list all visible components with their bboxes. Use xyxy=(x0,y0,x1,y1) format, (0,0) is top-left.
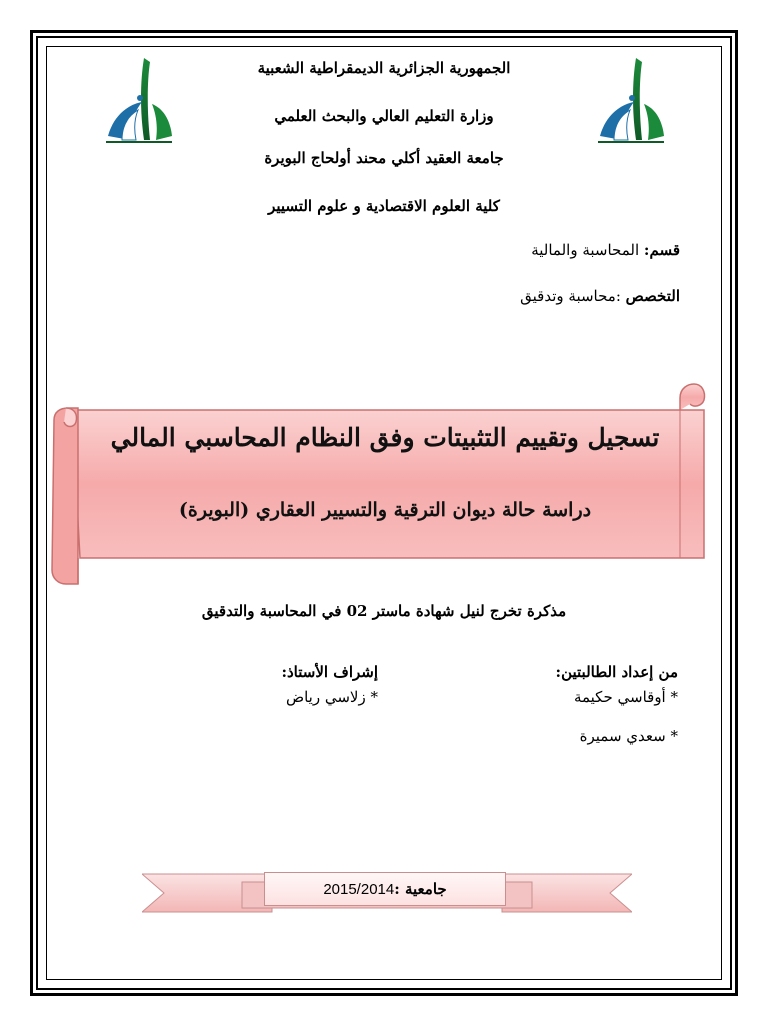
republic-name: الجمهورية الجزائرية الديمقراطية الشعبية xyxy=(257,59,511,77)
department-label: قسم: xyxy=(643,241,680,259)
students-block xyxy=(418,662,678,746)
faculty-name: كلية العلوم الاقتصادية و علوم التسيير xyxy=(268,197,500,215)
department-value: المحاسبة والمالية xyxy=(531,241,644,259)
academic-year-label: جامعية : xyxy=(394,880,447,898)
specialty-label: التخصص xyxy=(625,287,680,305)
academic-year-box xyxy=(264,872,506,906)
department-line xyxy=(531,240,680,260)
memo-description: مذكرة تخرج لنيل شهادة ماستر 02 في المحاسبة والتدقيق xyxy=(201,602,567,620)
students-heading: من إعداد الطالبتين: xyxy=(555,663,678,681)
specialty-line xyxy=(520,286,680,306)
supervisor-name: * زلاسي رياض xyxy=(285,688,378,706)
thesis-subtitle: دراسة حالة ديوان الترقية والتسيير العقاري (البويرة) xyxy=(178,499,592,521)
specialty-value: :محاسبة وتدقيق xyxy=(520,287,626,305)
ministry-name: وزارة التعليم العالي والبحث العلمي xyxy=(274,107,494,125)
title-scroll-banner xyxy=(48,380,708,592)
thesis-title: تسجيل وتقييم التثبيتات وفق النظام المحاسبي المالي xyxy=(110,423,660,452)
supervisor-block xyxy=(118,662,378,707)
supervisor-heading: إشراف الأستاذ: xyxy=(281,663,378,681)
academic-year-value: 2015/2014 xyxy=(323,881,395,898)
student-name: * سعدي سميرة xyxy=(579,727,678,745)
student-name: * أوقاسي حكيمة xyxy=(573,688,678,706)
university-name: جامعة العقيد أكلي محند أولحاج البويرة xyxy=(264,149,504,167)
